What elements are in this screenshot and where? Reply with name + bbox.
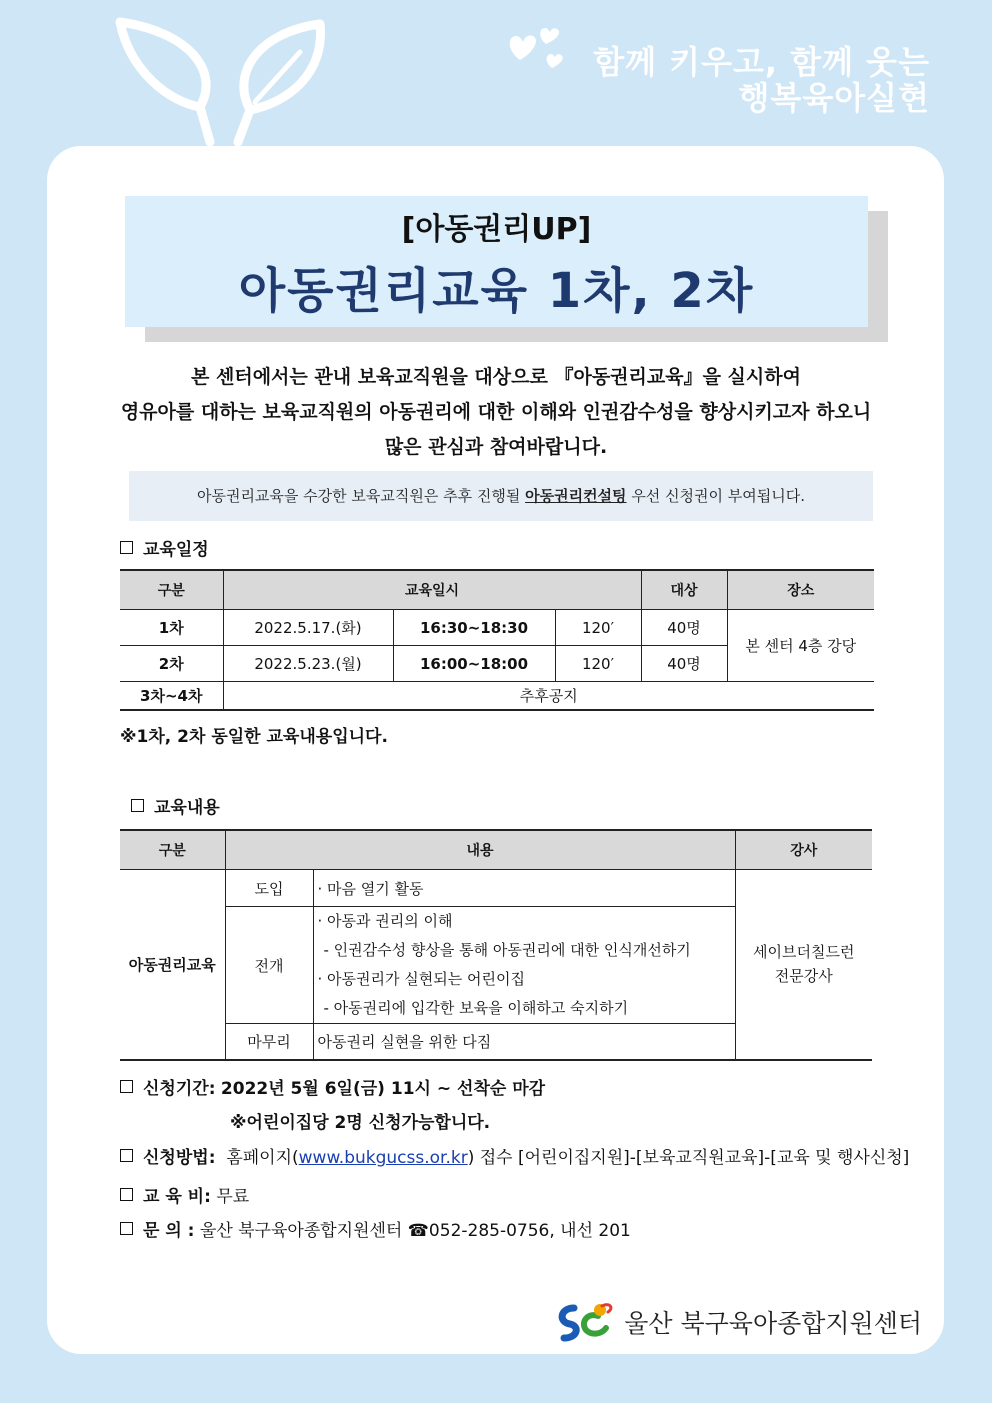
contact-value: 울산 북구육아종합지원센터 ☎052-285-0756, 내선 201 [199,1221,631,1241]
apply-period-note: ※어린이집당 2명 신청가능합니다. [230,1113,491,1133]
content-table [120,829,872,1061]
row1-target: 40명 [641,610,727,646]
main-item-1: · 아동과 권리의 이해 [317,912,453,930]
row1-div: 1차 [120,610,223,646]
title-sub: [아동권리UP] [401,212,592,247]
stage-main: 전개 [225,907,313,1024]
slogan-line1: 함께 키우고, 함께 웃는 [593,43,930,81]
slogan [593,44,930,116]
table-row [120,610,874,646]
col-header-place: 장소 [727,570,874,610]
main-item-3: · 아동권리가 실현되는 어린이집 [317,970,525,988]
content-heading-label: 교육내용 [154,798,220,818]
fee-value: 무료 [216,1187,250,1207]
content-col-content: 내용 [225,830,735,870]
checkbox-square-icon [120,1080,133,1093]
lecturer-line2: 전문강사 [774,967,833,986]
content-heading [131,793,220,818]
row2-div: 2차 [120,646,223,682]
col-header-div: 구분 [120,570,223,610]
checkbox-square-icon [120,541,133,554]
apply-method [120,1143,909,1168]
apply-period [120,1074,545,1099]
row2-mins: 120′ [555,646,641,682]
checkbox-square-icon [120,1149,133,1162]
schedule-table [120,569,874,711]
hearts-icon [506,22,576,72]
schedule-note: ※1차, 2차 동일한 교육내용입니다. [120,727,388,747]
stage-intro: 도입 [225,870,313,907]
apply-period-label: 신청기간: [143,1079,216,1099]
apply-method-before: 홈페이지( [226,1148,299,1168]
row1-mins: 120′ [555,610,641,646]
footer-org-name: 울산 북구육아종합지원센터 [624,1309,922,1338]
fee [120,1182,249,1207]
center-logo-icon [554,1300,616,1344]
apply-method-label: 신청방법: [143,1148,216,1168]
notice-before: 아동권리교육을 수강한 보육교직원은 추후 진행될 [196,487,526,505]
lecturer-cell [735,870,872,1060]
main-item-4: - 아동권리에 입각한 보육을 이해하고 숙지하기 [323,999,629,1017]
title-box [125,196,868,327]
row2-target: 40명 [641,646,727,682]
col-header-datetime: 교육일시 [223,570,641,610]
content-col-lecturer: 강사 [735,830,872,870]
row3-text: 추후공지 [223,682,874,711]
fee-label: 교 육 비: [143,1187,211,1207]
main-item-2: - 인권감수성 향상을 통해 아동권리에 대한 인식개선하기 [323,941,691,959]
intro-text [100,360,892,465]
closing-content: 아동권리 실현을 위한 다짐 [313,1024,735,1060]
stage-closing: 마무리 [225,1024,313,1060]
place-cell: 본 센터 4층 강당 [727,610,874,682]
intro-line2: 영유아를 대하는 보육교직원의 아동권리에 대한 이해와 인권감수성을 향상시키고자 하오니 [120,401,872,423]
intro-content: · 마음 열기 활동 [313,870,735,907]
title-block [125,196,868,327]
row2-time: 16:00~18:00 [393,646,555,682]
checkbox-square-icon [120,1222,133,1235]
row1-date: 2022.5.17.(화) [223,610,393,646]
checkbox-square-icon [120,1188,133,1201]
category-cell: 아동권리교육 [120,870,225,1060]
intro-line3: 많은 관심과 참여바랍니다. [384,436,608,458]
schedule-heading-label: 교육일정 [143,540,209,560]
row2-date: 2022.5.23.(월) [223,646,393,682]
apply-method-after: ) 접수 [어린이집지원]-[보육교직원교육]-[교육 및 행사신청] [467,1148,910,1168]
content-col-div: 구분 [120,830,225,870]
page-title: 아동권리교육 1차, 2차 [238,263,755,319]
col-header-target: 대상 [641,570,727,610]
table-row [120,682,874,711]
contact [120,1216,631,1241]
checkbox-square-icon [131,799,144,812]
footer-logo [554,1300,922,1344]
notice-box [129,471,873,521]
main-content [313,907,735,1024]
table-row [120,870,872,907]
row3-div: 3차~4차 [120,682,223,711]
schedule-heading [120,535,209,560]
leaf-decoration-icon [110,12,340,147]
contact-label: 문 의 : [143,1221,195,1241]
homepage-link[interactable]: www.bukgucss.or.kr [298,1148,468,1168]
notice-emphasis: 아동권리컨설팅 [525,487,627,505]
intro-line1: 본 센터에서는 관내 보육교직원을 대상으로 『아동권리교육』을 실시하여 [191,366,801,388]
apply-period-value: 2022년 5월 6일(금) 11시 ~ 선착순 마감 [220,1079,546,1099]
notice-after: 우선 신청권이 부여됩니다. [626,487,806,505]
slogan-line2: 행복육아실현 [738,79,930,117]
row1-time: 16:30~18:30 [393,610,555,646]
lecturer-line1: 세이브더칠드런 [753,943,855,962]
